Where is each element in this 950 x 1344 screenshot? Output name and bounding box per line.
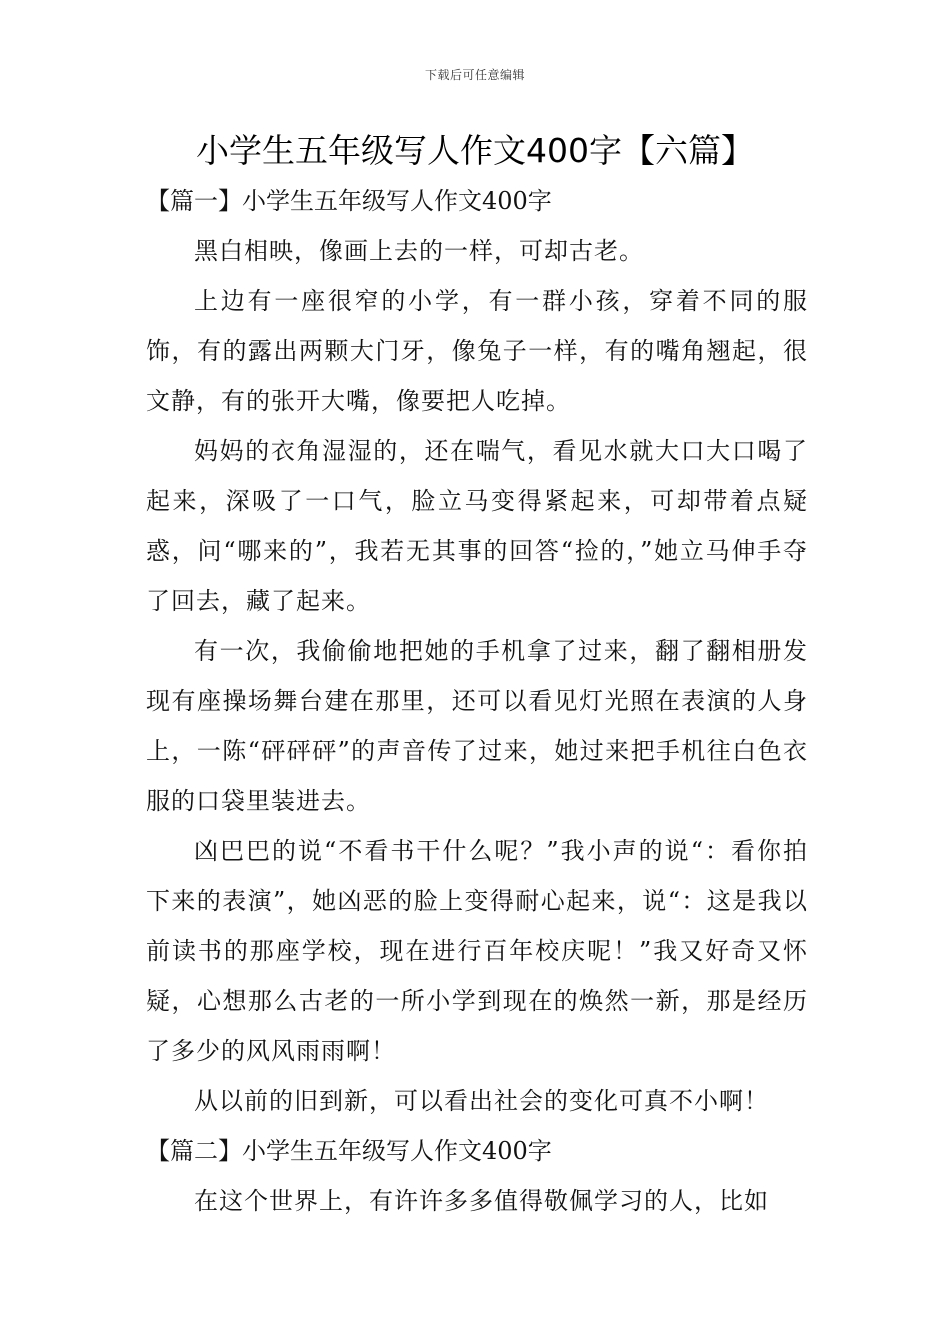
paragraph: 有一次，我偷偷地把她的手机拿了过来，翻了翻相册发现有座操场舞台建在那里，还可以看见灯光照在表演的人身上，一陈“砰砰砰”的声音传了过来，她过来把手机往白色衣服的口袋里装进去。 (146, 637, 808, 815)
paragraph: 上边有一座很窄的小学，有一群小孩，穿着不同的服饰，有的露出两颗大门牙，像兔子一样，有的嘴角翘起，很文静，有的张开大嘴，像要把人吃掉。 (146, 287, 808, 415)
paragraph: 妈妈的衣角湿湿的，还在喘气，看见水就大口大口喝了起来，深吸了一口气，脸立马变得紧起来，可却带着点疑惑，问“哪来的”，我若无其事的回答“捡的，”她立马伸手夺了回去，藏了起来。 (146, 437, 808, 615)
section-2 (146, 1126, 808, 1226)
paragraph: 凶巴巴的说“不看书干什么呢？”我小声的说“：看你拍下来的表演”，她凶恶的脸上变得耐心起来，说“：这是我以前读书的那座学校，现在进行百年校庆呢！”我又好奇又怀疑，心想那么古老的一所小学到现在的焕然一新，那是经历了多少的风风雨雨啊！ (146, 837, 808, 1065)
section-heading: 【篇一】小学生五年级写人作文400字 (146, 187, 552, 215)
section-heading: 【篇二】小学生五年级写人作文400字 (146, 1137, 552, 1165)
paragraph: 在这个世界上，有许许多多值得敬佩学习的人，比如 (194, 1187, 769, 1215)
paragraph: 黑白相映，像画上去的一样，可却古老。 (194, 237, 644, 265)
document-body (146, 176, 808, 1226)
header-note: 下载后可任意编辑 (424, 68, 525, 82)
section-1 (146, 176, 808, 1126)
document-title: 小学生五年级写人作文400字【六篇】 (196, 131, 754, 170)
paragraph: 从以前的旧到新，可以看出社会的变化可真不小啊！ (194, 1087, 769, 1115)
